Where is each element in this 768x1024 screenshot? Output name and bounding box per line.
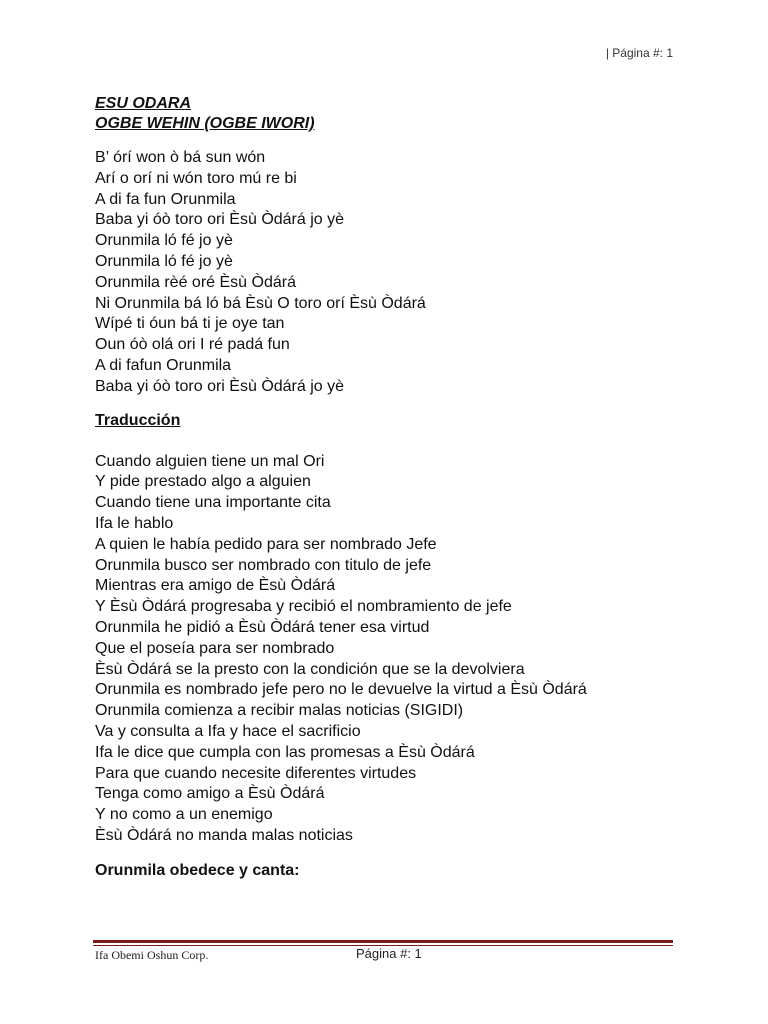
verse-line: Orunmila rèé oré Èsù Òdárá xyxy=(95,273,296,291)
verse-line: Ni Orunmila bá ló bá Èsù O toro orí Èsù Òdárá xyxy=(95,294,426,312)
translation-line: Y Èsù Òdárá progresaba y recibió el nombramiento de jefe xyxy=(95,598,512,616)
translation-block xyxy=(95,452,695,847)
translation-line: Èsù Òdárá se la presto con la condición que se la devolviera xyxy=(95,660,525,678)
verse-line: Arí o orí ni wón toro mú re bi xyxy=(95,169,297,187)
header-page-number: | Página #: 1 xyxy=(605,46,673,60)
document-body xyxy=(95,94,695,881)
verse-line: Oun óò olá ori I ré padá fun xyxy=(95,336,290,354)
translation-line: Y pide prestado algo a alguien xyxy=(95,473,311,491)
translation-line: Y no como a un enemigo xyxy=(95,806,273,824)
translation-line: Cuando alguien tiene un mal Ori xyxy=(95,452,325,470)
closing-line: Orunmila obedece y canta: xyxy=(95,861,300,879)
verse-line: A di fa fun Orunmila xyxy=(95,190,236,208)
translation-line: Orunmila busco ser nombrado con titulo de jefe xyxy=(95,556,432,574)
verse-line: Orunmila ló fé jo yè xyxy=(95,252,233,270)
title-line-1: ESU ODARA xyxy=(95,95,192,112)
translation-line: Que el poseía para ser nombrado xyxy=(95,639,335,657)
verse-line: Orunmila ló fé jo yè xyxy=(95,232,233,250)
translation-line: Cuando tiene una importante cita xyxy=(95,494,331,512)
translation-line: Orunmila comienza a recibir malas noticias (SIGIDI) xyxy=(95,702,464,720)
verse-line: B’ órí won ò bá sun wón xyxy=(95,149,266,166)
verse-block xyxy=(95,148,695,398)
verse-line: Baba yi óò toro ori Èsù Òdárá jo yè xyxy=(95,211,345,229)
translation-line: Ifa le hablo xyxy=(95,514,174,532)
translation-heading: Traducción xyxy=(95,411,181,429)
translation-line: Èsù Òdárá no manda malas noticias xyxy=(95,826,353,844)
footer-page-number: Página #: 1 xyxy=(356,946,422,961)
verse-line: Baba yi óò toro ori Èsù Òdárá jo yè xyxy=(95,377,345,395)
translation-line: Orunmila es nombrado jefe pero no le devuelve la virtud a Èsù Òdárá xyxy=(95,681,587,699)
footer-rule-thick xyxy=(93,940,673,943)
translation-line: Va y consulta a Ifa y hace el sacrificio xyxy=(95,722,361,740)
title-line-2: OGBE WEHIN (OGBE IWORI) xyxy=(95,115,315,132)
translation-line: Ifa le dice que cumpla con las promesas a Èsù Òdárá xyxy=(95,743,475,761)
translation-line: Para que cuando necesite diferentes virtudes xyxy=(95,764,417,782)
translation-line: Orunmila he pidió a Èsù Òdárá tener esa virtud xyxy=(95,618,430,636)
translation-line: Tenga como amigo a Èsù Òdárá xyxy=(95,785,325,803)
verse-line: Wípé ti óun bá ti je oye tan xyxy=(95,315,285,333)
translation-line: A quien le había pedido para ser nombrado Jefe xyxy=(95,535,437,553)
verse-line: A di fafun Orunmila xyxy=(95,356,232,374)
footer-company: Ifa Obemi Oshun Corp. xyxy=(95,948,209,962)
translation-line: Mientras era amigo de Èsù Òdárá xyxy=(95,577,336,595)
